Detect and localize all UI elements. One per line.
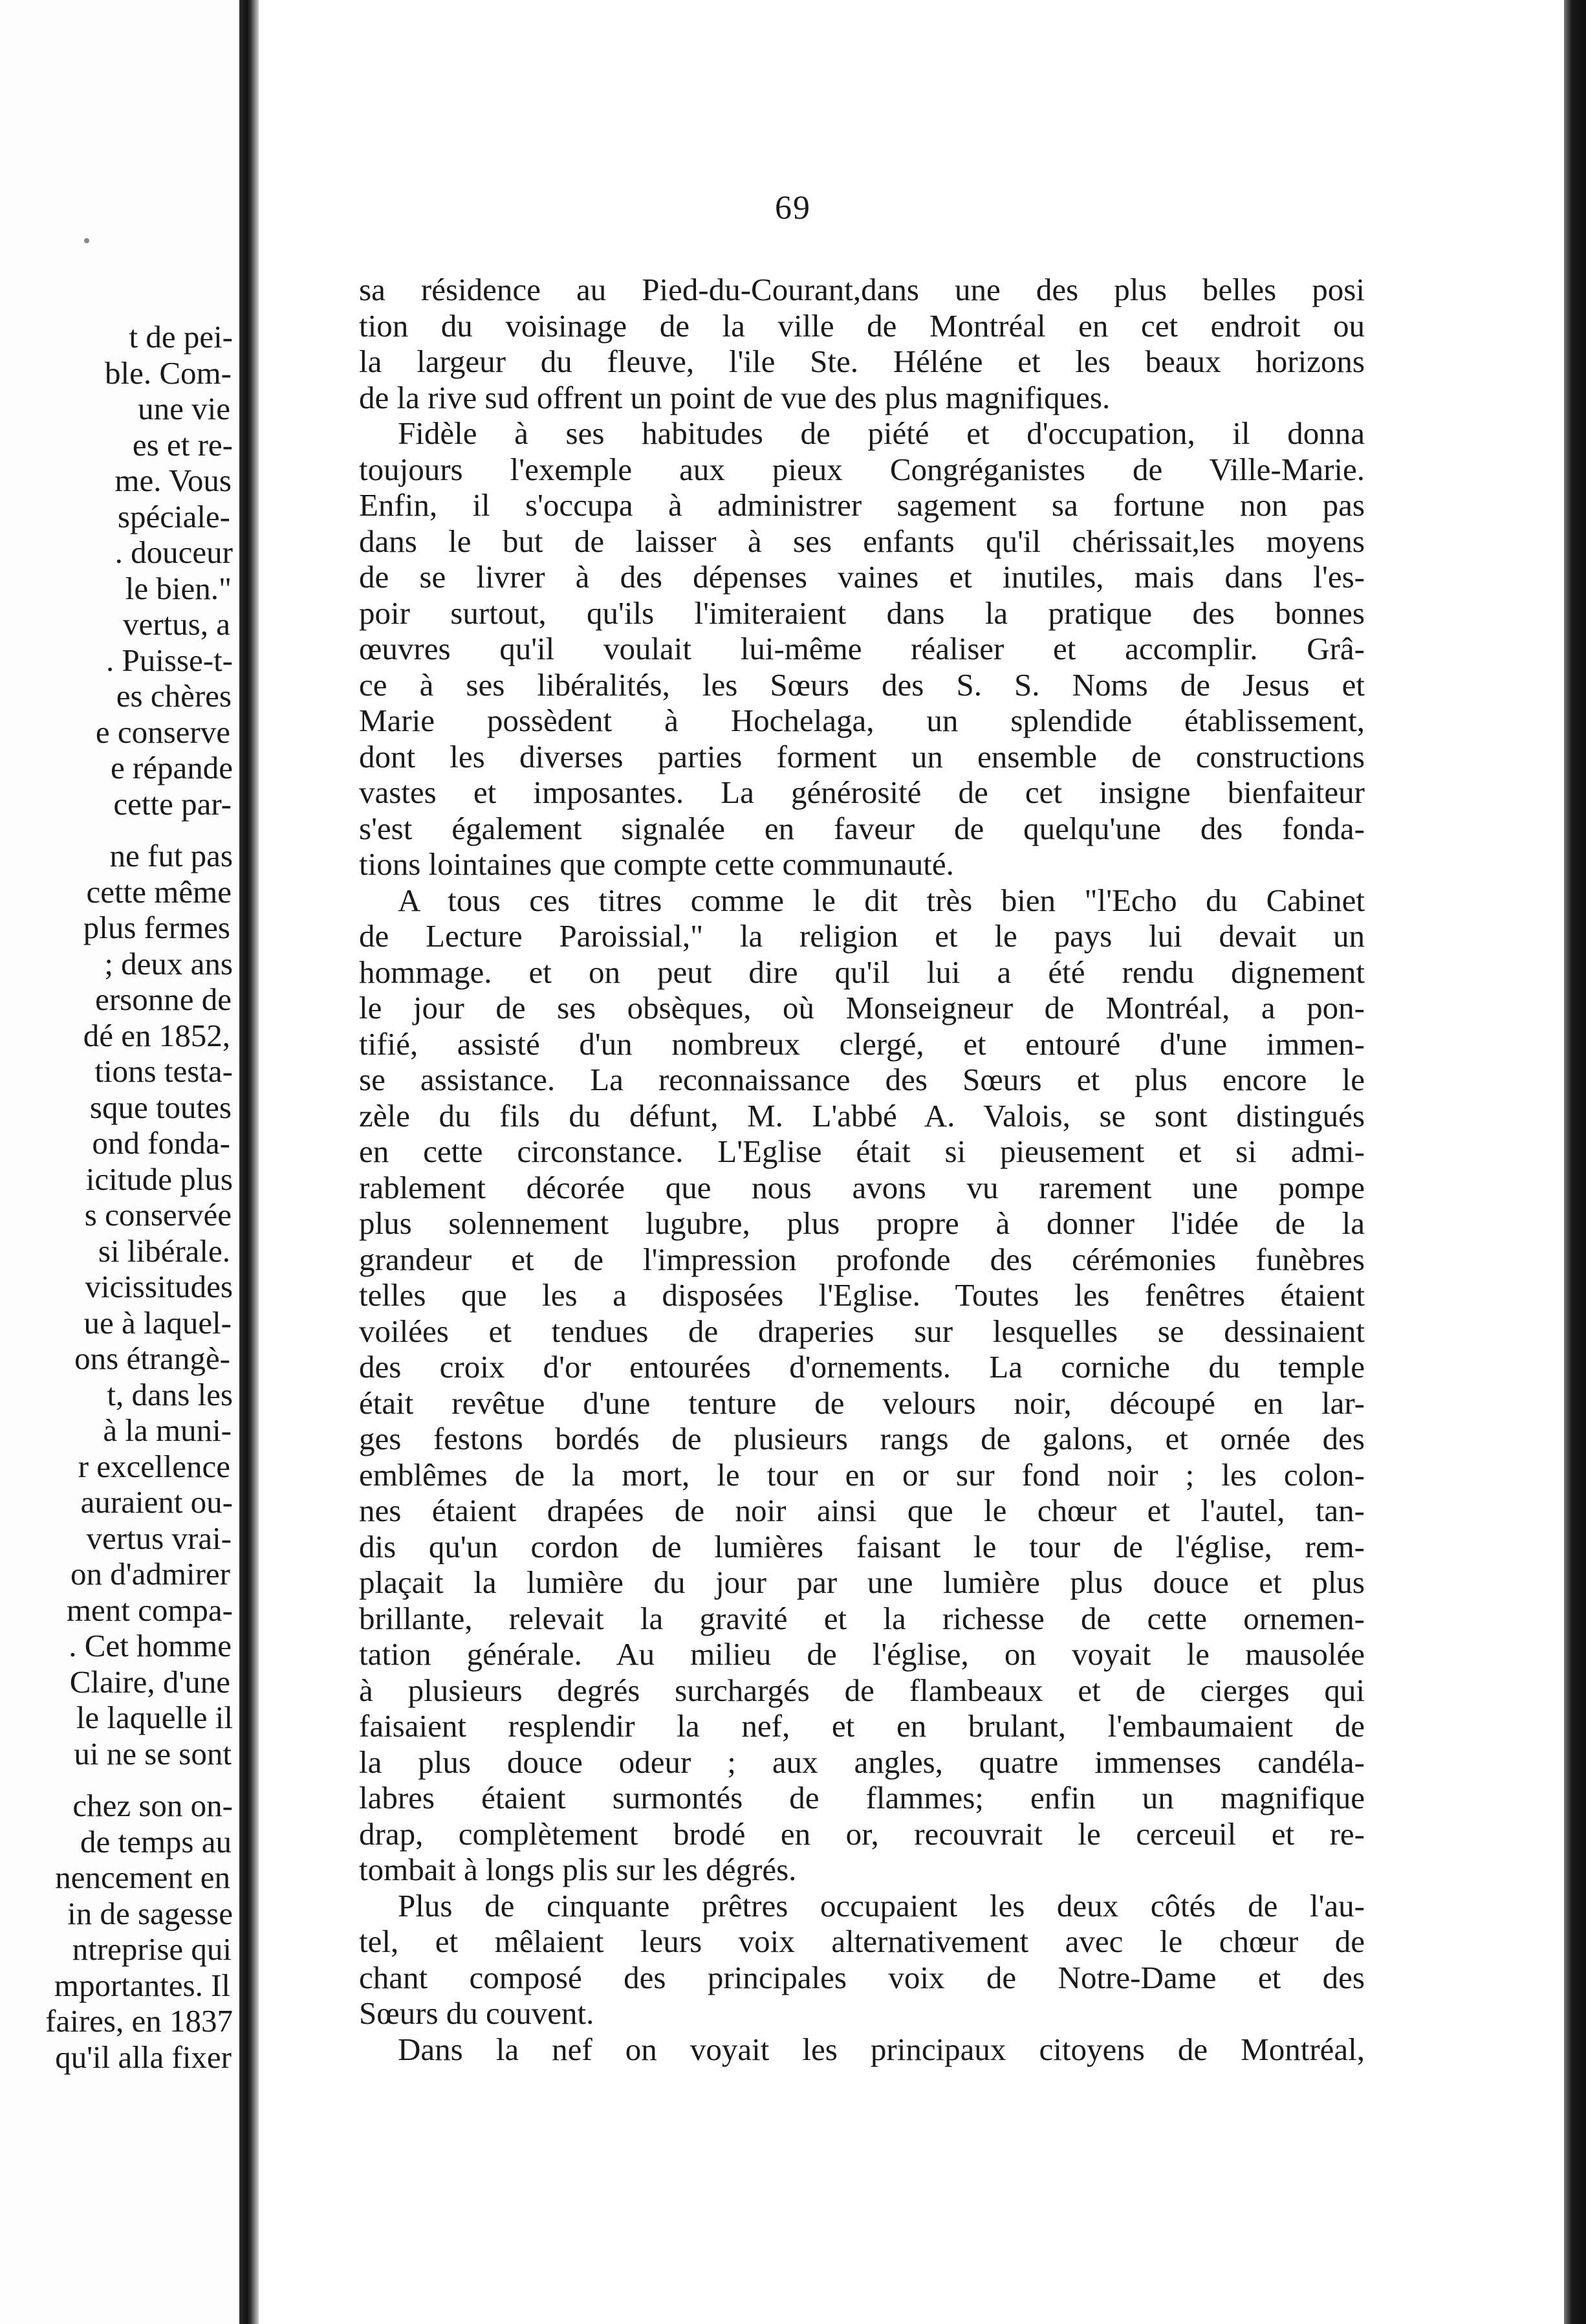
previous-page-line: si libérale. — [98, 1233, 230, 1269]
previous-page-line: à la muni- — [103, 1412, 232, 1448]
page-edge — [1564, 0, 1586, 2324]
text-line: tions lointaines que compte cette communauté. — [359, 846, 954, 882]
previous-page-line: nencement en — [55, 1859, 230, 1895]
previous-page-line: e répande — [110, 750, 233, 785]
previous-page-line: chez son on- — [72, 1788, 233, 1823]
previous-page-line: t de pei- — [129, 319, 233, 355]
text-line: de Lecture Paroissial," la religion et le pays lui devait un — [359, 918, 1365, 954]
previous-page-line: . Cet homme — [69, 1628, 232, 1663]
text-line: dans le but de laisser à ses enfants qu'il chérissait,les moyens — [359, 523, 1365, 559]
previous-page-line: ble. Com- — [105, 355, 232, 391]
text-line: chant composé des principales voix de Notre-Dame et des — [359, 1959, 1365, 1995]
previous-page-line: cette par- — [113, 785, 232, 822]
previous-page-line: sque toutes — [89, 1089, 232, 1125]
text-line: toujours l'exemple aux pieux Congréganistes de Ville-Marie. — [359, 451, 1365, 487]
text-line: telles que les a disposées l'Eglise. Toutes les fenêtres étaient — [359, 1277, 1365, 1313]
text-line: s'est également signalée en faveur de quelqu'une des fonda- — [359, 810, 1365, 846]
previous-page-line: vertus, a — [123, 606, 230, 642]
previous-page-line: s conservée — [84, 1197, 232, 1233]
previous-page-line: tions testa- — [94, 1053, 233, 1089]
text-line: plaçait la lumière du jour par une lumière plus douce et plus — [359, 1564, 1365, 1600]
text-line: poir surtout, qu'ils l'imiteraient dans la pratique des bonnes — [359, 595, 1365, 631]
text-line: labres étaient surmontés de flammes; enfin un magnifique — [359, 1780, 1365, 1815]
text-line: la largeur du fleuve, l'ile Ste. Héléne et les beaux horizons — [359, 344, 1365, 379]
previous-page-line: t, dans les — [107, 1376, 233, 1412]
text-line: rablement décorée que nous avons vu rarement une pompe — [359, 1169, 1365, 1205]
text-line: à plusieurs degrés surchargés de flambeaux et de cierges qui — [359, 1672, 1365, 1708]
text-line: nes étaient drapées de noir ainsi que le chœur et l'autel, tan- — [359, 1493, 1365, 1528]
previous-page-line: une vie — [138, 391, 230, 426]
book-gutter — [239, 0, 259, 2324]
previous-page-line: on d'admirer — [71, 1556, 230, 1592]
previous-page-line: cette même — [86, 873, 232, 910]
previous-page-line: icitude plus — [85, 1161, 233, 1197]
text-line: Dans la nef on voyait les principaux citoyens de Montréal, — [398, 2031, 1365, 2067]
previous-page-line: ; deux ans — [104, 945, 233, 981]
previous-page-line: spéciale- — [117, 498, 230, 534]
text-line: emblêmes de la mort, le tour en or sur fond noir ; les colon- — [359, 1456, 1365, 1493]
text-line: zèle du fils du défunt, M. L'abbé A. Valois, se sont distingués — [359, 1097, 1365, 1134]
previous-page-line: vertus vrai- — [86, 1520, 232, 1556]
text-line: sa résidence au Pied-du-Courant,dans une des plus belles posi — [359, 272, 1365, 307]
text-line: tombait à longs plis sur les dégrés. — [359, 1852, 797, 1887]
text-line: Enfin, il s'occupa à administrer sagement sa fortune non pas — [359, 487, 1365, 523]
previous-page-line: plus fermes — [83, 910, 230, 945]
text-line: tation générale. Au milieu de l'église, on voyait le mausolée — [359, 1636, 1365, 1672]
previous-page-line: Claire, d'une — [69, 1663, 230, 1700]
previous-page-line: . Puisse-t- — [106, 642, 233, 678]
previous-page-line: es et re- — [132, 426, 233, 463]
previous-page-line: ment compa- — [66, 1592, 233, 1628]
previous-page-line: vicissitudes — [85, 1269, 233, 1304]
previous-page-line: e conserve — [95, 714, 230, 750]
page-number: 69 — [775, 190, 811, 226]
text-line: dont les diverses parties forment un ensemble de constructions — [359, 738, 1365, 774]
text-line: était revêtue d'une tenture de velours noir, découpé en lar- — [359, 1385, 1365, 1421]
text-line: la plus douce odeur ; aux angles, quatre immenses candéla- — [359, 1744, 1365, 1780]
text-line: de se livrer à des dépenses vaines et inutiles, mais dans l'es- — [359, 559, 1365, 595]
text-line: ges festons bordés de plusieurs rangs de galons, et ornée des — [359, 1421, 1365, 1456]
text-line: drap, complètement brodé en or, recouvrait le cerceuil et re- — [359, 1815, 1365, 1852]
previous-page-line: qu'il alla fixer — [55, 2039, 232, 2075]
text-line: vastes et imposantes. La générosité de cet insigne bienfaiteur — [359, 774, 1365, 810]
previous-page-line: me. Vous — [114, 463, 232, 498]
text-line: de la rive sud offrent un point de vue des plus magnifiques. — [359, 379, 1111, 415]
text-line: tel, et mêlaient leurs voix alternativement avec le chœur de — [359, 1924, 1365, 1959]
paper-speck — [84, 238, 89, 243]
text-line: des croix d'or entourées d'ornements. La corniche du temple — [359, 1349, 1365, 1385]
previous-page-line: faires, en 1837 — [45, 2003, 233, 2039]
previous-page-line: ne fut pas — [109, 838, 233, 873]
text-line: hommage. et on peut dire qu'il lui a été rendu dignement — [359, 954, 1365, 990]
text-line: Marie possèdent à Hochelaga, un splendide établissement, — [359, 703, 1365, 738]
previous-page-line: ui ne se sont — [74, 1735, 232, 1771]
text-line: en cette circonstance. L'Eglise était si pieusement et si admi- — [359, 1134, 1365, 1169]
text-line: Plus de cinquante prêtres occupaient les deux côtés de l'au- — [398, 1887, 1365, 1924]
previous-page-line: . douceur — [114, 534, 233, 570]
previous-page-line: r excellence — [78, 1448, 230, 1484]
text-line: Fidèle à ses habitudes de piété et d'occupation, il donna — [398, 415, 1365, 451]
previous-page-line: ond fonda- — [92, 1125, 230, 1161]
text-line: Sœurs du couvent. — [359, 1995, 594, 2031]
previous-page-line: auraient ou- — [80, 1484, 233, 1520]
text-line: brillante, relevait la gravité et la richesse de cette ornemen- — [359, 1600, 1365, 1636]
text-line: faisaient resplendir la nef, et en brulant, l'embaumaient de — [359, 1708, 1365, 1744]
text-line: A tous ces titres comme le dit très bien "l'Echo du Cabinet — [398, 882, 1365, 918]
previous-page-line: ons étrangè- — [74, 1341, 230, 1376]
text-line: le jour de ses obsèques, où Monseigneur de Montréal, a pon- — [359, 990, 1365, 1025]
main-text-block — [359, 272, 1365, 2067]
previous-page-line: in de sagesse — [67, 1895, 233, 1931]
text-line: se assistance. La reconnaissance des Sœurs et plus encore le — [359, 1062, 1365, 1097]
previous-page-line: ntreprise qui — [72, 1931, 232, 1967]
text-line: tion du voisinage de la ville de Montréal en cet endroit ou — [359, 307, 1365, 344]
previous-page-line: de temps au — [80, 1823, 232, 1859]
previous-page-line: es chères — [116, 678, 232, 714]
previous-page-fragment — [0, 0, 239, 2324]
text-line: dis qu'un cordon de lumières faisant le tour de l'église, rem- — [359, 1528, 1365, 1564]
text-line: ce à ses libéralités, les Sœurs des S. S. Noms de Jesus et — [359, 666, 1365, 703]
text-line: œuvres qu'il voulait lui-même réaliser et accomplir. Grâ- — [359, 631, 1365, 666]
previous-page-line: ersonne de — [95, 981, 232, 1017]
text-line: voilées et tendues de draperies sur lesquelles se dessinaient — [359, 1313, 1365, 1349]
text-line: tifié, assisté d'un nombreux clergé, et entouré d'une immen- — [359, 1025, 1365, 1062]
previous-page-line: ue à laquel- — [83, 1304, 232, 1341]
previous-page-line: mportantes. Il — [54, 1967, 230, 2003]
previous-page-line: le laquelle il — [76, 1700, 233, 1735]
text-line: plus solennement lugubre, plus propre à donner l'idée de la — [359, 1205, 1365, 1241]
previous-page-line: dé en 1852, — [83, 1017, 230, 1053]
text-line: grandeur et de l'impression profonde des cérémonies funèbres — [359, 1241, 1365, 1277]
previous-page-line: le bien." — [125, 570, 232, 606]
